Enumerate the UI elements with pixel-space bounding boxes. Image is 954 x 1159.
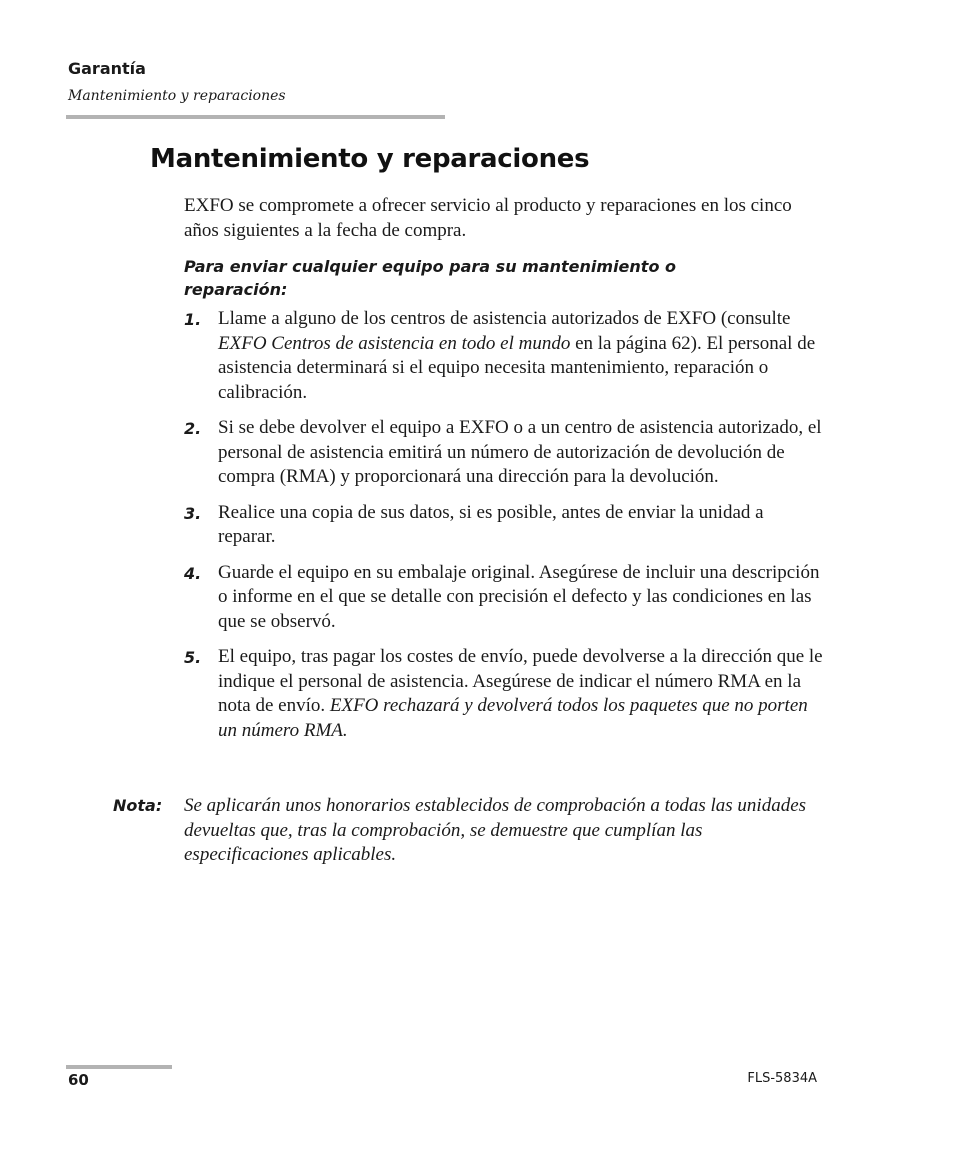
step-text: Si se debe devolver el equipo a EXFO o a un centro de asistencia autorizado, el personal de asistencia emitirá un número de autorización de devolución de compra (RMA) y proporcionará una dirección para la devolución. [218,417,822,487]
running-header-chapter: Garantía [68,59,146,78]
step-number: 5. [184,648,202,667]
page-title: Mantenimiento y reparaciones [150,144,590,174]
footer-rule [66,1065,172,1069]
step-text [218,307,824,405]
note-text: Se aplicarán unos honorarios establecidos de comprobación a todas las unidades devueltas que, tras la comprobación, se demuestre que cumplían las especificaciones aplicables. [184,795,807,865]
model-number: FLS-5834A [747,1071,817,1086]
step-text-part: El equipo, tras pagar los costes de envío, puede devolverse a la dirección que le indique el personal de asistencia. Asegúrese de indicar el número RMA en la nota de envío. [218,646,823,716]
running-header-section: Mantenimiento y reparaciones [68,88,286,104]
page-number: 60 [68,1071,89,1089]
step-text [218,645,824,743]
step-text-part: en la página 62). El personal de asistencia determinará si el equipo necesita mantenimiento, reparación o calibración. [218,332,816,403]
step-number: 1. [184,310,202,329]
note-label: Nota: [113,796,163,815]
list-item [184,416,824,490]
cross-reference-link[interactable]: EXFO Centros de asistencia en todo el mundo [218,332,571,354]
header-rule [66,115,445,119]
list-item [184,501,824,550]
steps-list [184,307,824,754]
step-text: Realice una copia de sus datos, si es posible, antes de enviar la unidad a reparar. [218,501,764,547]
list-item [184,645,824,743]
step-number: 3. [184,503,202,523]
step-text-part: Llame a alguno de los centros de asistencia autorizados de EXFO (consulte [218,308,791,329]
list-item [184,561,824,635]
procedure-heading: Para enviar cualquier equipo para su mantenimiento o reparación: [184,257,676,299]
step-number: 2. [184,419,202,438]
intro-paragraph: EXFO se compromete a ofrecer servicio al producto y reparaciones en los cinco años siguientes a la fecha de compra. [184,195,792,241]
step-number: 4. [184,563,202,583]
step-text-emphasis: EXFO rechazará y devolverá todos los paquetes que no porten un número RMA. [218,695,808,741]
step-text: Guarde el equipo en su embalaje original. Asegúrese de incluir una descripción o informe en el que se detalle con precisión el defecto y las condiciones en las que se observó. [218,561,820,632]
list-item [184,307,824,405]
